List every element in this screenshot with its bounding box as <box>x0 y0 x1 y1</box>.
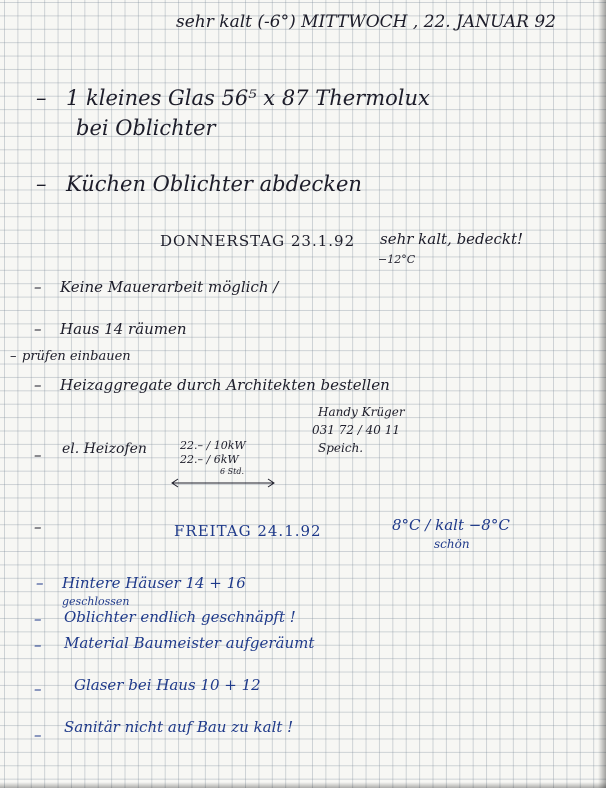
entry-text: Haus 14 räumen <box>60 320 187 338</box>
bullet: – <box>34 636 42 654</box>
weather-note: sehr kalt, bedeckt! <box>380 230 524 248</box>
bullet: – <box>34 610 42 628</box>
contact-phone: 031 72 / 40 11 <box>312 423 401 437</box>
bullet: – <box>34 726 42 744</box>
bullet: – <box>34 278 42 296</box>
day-heading: DONNERSTAG 23.1.92 <box>160 232 356 250</box>
bullet: – <box>36 172 47 196</box>
weather-note-2: schön <box>434 537 470 551</box>
entry-text: Glaser bei Haus 10 + 12 <box>74 676 261 694</box>
temperature-note: −12°C <box>378 253 416 266</box>
entry-text: Keine Mauerarbeit möglich / <box>60 278 279 296</box>
page-edge-shadow <box>598 0 606 788</box>
page-bottom-shadow <box>0 782 606 788</box>
entry-subtext: geschlossen <box>62 595 130 608</box>
weather-note: 8°C / kalt −8°C <box>392 516 510 534</box>
bullet: – <box>34 518 42 536</box>
bullet: – <box>10 349 17 364</box>
bullet: – <box>34 376 42 394</box>
entry-text: Material Baumeister aufgeräumt <box>64 634 315 652</box>
entry-text: bei Oblichter <box>76 116 216 140</box>
bullet: – <box>34 320 42 338</box>
bullet: – <box>36 574 44 592</box>
contact-name: Handy Krüger <box>318 405 405 419</box>
entry-text: 1 kleines Glas 56⁵ x 87 Thermolux <box>66 86 430 110</box>
heater-price-6kw: 22.– / 6kW <box>180 453 239 466</box>
bullet: – <box>34 446 42 464</box>
page-date-header: sehr kalt (-6°) MITTWOCH , 22. JANUAR 92 <box>176 12 556 32</box>
entry-text: Küchen Oblichter abdecken <box>66 172 362 196</box>
dimension-arrow <box>170 476 280 490</box>
entry-text: el. Heizofen <box>62 441 147 457</box>
day-heading: FREITAG 24.1.92 <box>174 522 322 540</box>
entry-text: Sanitär nicht auf Bau zu kalt ! <box>64 718 294 736</box>
entry-text: Oblichter endlich geschnäpft ! <box>64 608 296 626</box>
entry-text: Hintere Häuser 14 + 16 <box>62 574 246 592</box>
bullet: – <box>36 86 47 110</box>
entry-text: prüfen einbauen <box>22 349 131 364</box>
heater-price-10kw: 22.– / 10kW <box>180 439 246 452</box>
entry-text: Heizaggregate durch Architekten bestellen <box>60 376 390 394</box>
bullet: – <box>34 680 42 698</box>
contact-note: Speich. <box>318 441 364 455</box>
duration-note: 6 Std. <box>220 467 244 476</box>
